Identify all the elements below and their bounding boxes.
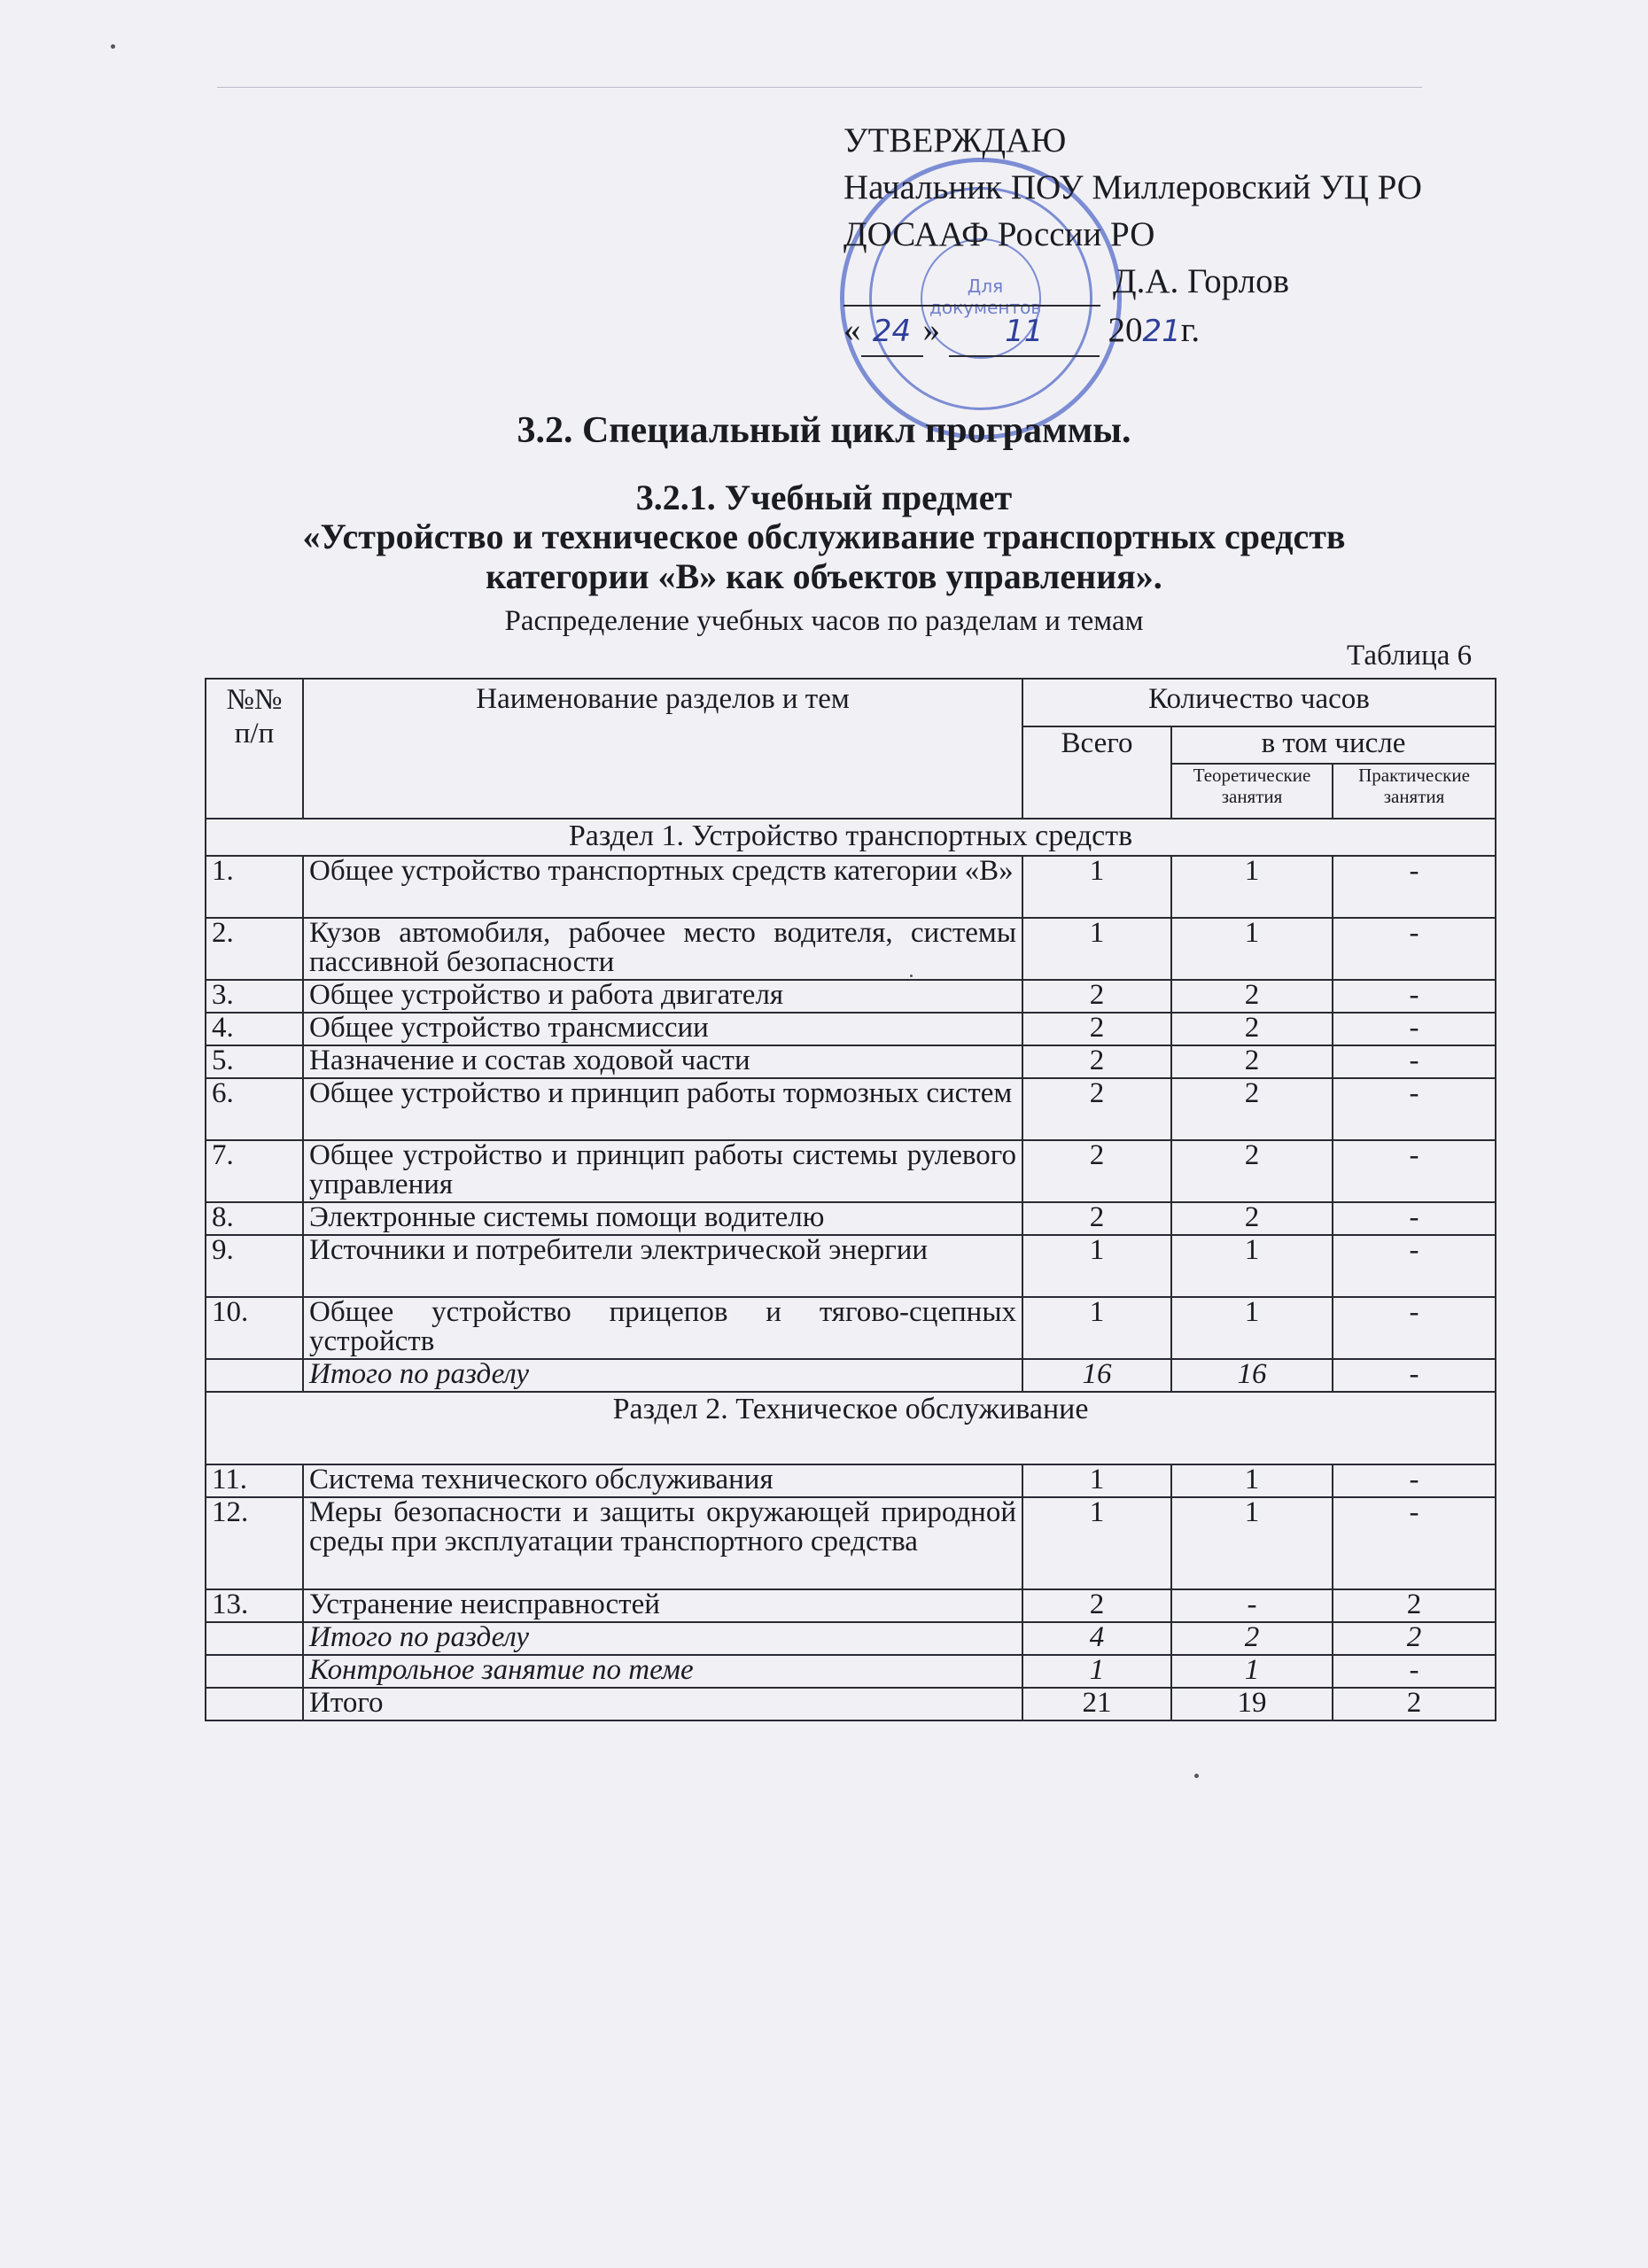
- row-number: 3.: [206, 980, 303, 1013]
- date-month: 11: [949, 308, 1100, 357]
- row-theory-hours: 2: [1171, 1045, 1333, 1078]
- section-2-subtotal-row-num: [206, 1622, 303, 1655]
- signature-line: [843, 258, 1100, 307]
- row-practice-hours: -: [1333, 1202, 1496, 1235]
- section-1-subtotal-row: [206, 1359, 1496, 1392]
- control-lesson-row-practice: -: [1333, 1655, 1496, 1688]
- row-practice-hours: -: [1333, 1078, 1496, 1140]
- row-theory-hours: 2: [1171, 1140, 1333, 1202]
- row-topic-name: Общее устройство и принцип работы тормозных систем: [303, 1078, 1022, 1140]
- row-theory-hours: 1: [1171, 1497, 1333, 1589]
- row-practice-hours: -: [1333, 918, 1496, 980]
- row-total-hours: 2: [1022, 980, 1171, 1013]
- row-total-hours: 1: [1022, 1235, 1171, 1297]
- control-lesson-row: [206, 1655, 1496, 1688]
- row-number: 10.: [206, 1297, 303, 1359]
- approval-organization: ДОСААФ России РО: [843, 215, 1155, 253]
- row-topic-name: Назначение и состав ходовой части: [303, 1045, 1022, 1078]
- header-total: Всего: [1022, 726, 1171, 819]
- row-theory-hours: 2: [1171, 980, 1333, 1013]
- section-heading: 3.2. Специальный цикл программы.: [517, 410, 1131, 451]
- table-row: [206, 1202, 1496, 1235]
- control-lesson-row-total: 1: [1022, 1655, 1171, 1688]
- row-topic-name: Кузов автомобиля, рабочее место водителя, системы пассивной безопасности: [303, 918, 1022, 980]
- section-1-subtotal-row-practice: -: [1333, 1359, 1496, 1392]
- row-practice-hours: 2: [1333, 1589, 1496, 1622]
- row-total-hours: 1: [1022, 918, 1171, 980]
- row-number: 5.: [206, 1045, 303, 1078]
- grand-total-row-total: 21: [1022, 1688, 1171, 1720]
- row-theory-hours: 1: [1171, 1297, 1333, 1359]
- table-row: [206, 1045, 1496, 1078]
- date-day: 24: [861, 308, 923, 357]
- row-number: 9.: [206, 1235, 303, 1297]
- section-1-row: [206, 819, 1496, 856]
- hours-distribution-table: [205, 678, 1496, 1721]
- scan-speck: [1194, 1774, 1199, 1778]
- row-number: 7.: [206, 1140, 303, 1202]
- section-2-row-title: Раздел 2. Техническое обслуживание: [206, 1392, 1496, 1464]
- row-number: 4.: [206, 1013, 303, 1045]
- table-row: [206, 856, 1496, 918]
- row-topic-name: Источники и потребители электрической энергии: [303, 1235, 1022, 1297]
- row-number: 12.: [206, 1497, 303, 1589]
- row-number: 8.: [206, 1202, 303, 1235]
- section-2-subtotal-row-theory: 2: [1171, 1622, 1333, 1655]
- row-topic-name: Общее устройство и работа двигателя: [303, 980, 1022, 1013]
- row-number: 13.: [206, 1589, 303, 1622]
- row-theory-hours: 1: [1171, 856, 1333, 918]
- row-theory-hours: 2: [1171, 1078, 1333, 1140]
- approval-signer: Д.А. Горлов: [1113, 262, 1289, 300]
- row-total-hours: 2: [1022, 1045, 1171, 1078]
- table-row: [206, 1497, 1496, 1589]
- table-row: [206, 1140, 1496, 1202]
- row-practice-hours: -: [1333, 1013, 1496, 1045]
- subject-heading-line-1: 3.2.1. Учебный предмет: [635, 478, 1013, 517]
- row-practice-hours: -: [1333, 1235, 1496, 1297]
- table-row: [206, 1589, 1496, 1622]
- table-row: [206, 1297, 1496, 1359]
- row-total-hours: 2: [1022, 1013, 1171, 1045]
- control-lesson-row-num: [206, 1655, 303, 1688]
- header-hours: Количество часов: [1022, 679, 1496, 726]
- row-practice-hours: -: [1333, 1297, 1496, 1359]
- row-topic-name: Электронные системы помощи водителю: [303, 1202, 1022, 1235]
- row-total-hours: 1: [1022, 856, 1171, 918]
- date-year-suffix: 21: [1142, 314, 1181, 349]
- row-total-hours: 2: [1022, 1078, 1171, 1140]
- header-name: Наименование разделов и тем: [303, 679, 1022, 819]
- section-2-subtotal-row-practice: 2: [1333, 1622, 1496, 1655]
- section-1-subtotal-row-label: Итого по разделу: [303, 1359, 1022, 1392]
- row-practice-hours: -: [1333, 980, 1496, 1013]
- grand-total-row: [206, 1688, 1496, 1720]
- date-close-quote: »: [922, 311, 940, 349]
- row-topic-name: Общее устройство трансмиссии: [303, 1013, 1022, 1045]
- approval-title: УТВЕРЖДАЮ: [843, 121, 1067, 159]
- row-practice-hours: -: [1333, 856, 1496, 918]
- header-theory: Теоретические занятия: [1171, 764, 1333, 819]
- row-practice-hours: -: [1333, 1464, 1496, 1497]
- row-practice-hours: -: [1333, 1045, 1496, 1078]
- date-year-end: г.: [1180, 311, 1201, 349]
- section-2-row: [206, 1392, 1496, 1464]
- section-1-subtotal-row-theory: 16: [1171, 1359, 1333, 1392]
- grand-total-row-num: [206, 1688, 303, 1720]
- row-theory-hours: -: [1171, 1589, 1333, 1622]
- row-theory-hours: 2: [1171, 1202, 1333, 1235]
- section-2-subtotal-row: [206, 1622, 1496, 1655]
- approval-position: Начальник ПОУ Миллеровский УЦ РО: [843, 168, 1422, 206]
- table-row: [206, 1013, 1496, 1045]
- table-row: [206, 1464, 1496, 1497]
- row-number: 2.: [206, 918, 303, 980]
- header-including: в том числе: [1171, 726, 1496, 764]
- row-total-hours: 2: [1022, 1140, 1171, 1202]
- row-total-hours: 2: [1022, 1202, 1171, 1235]
- section-1-subtotal-row-num: [206, 1359, 303, 1392]
- row-topic-name: Общее устройство прицепов и тягово-сцепных устройств: [303, 1297, 1022, 1359]
- header-practice: Практические занятия: [1333, 764, 1496, 819]
- control-lesson-row-label: Контрольное занятие по теме: [303, 1655, 1022, 1688]
- row-topic-name: Система технического обслуживания: [303, 1464, 1022, 1497]
- date-year-prefix: 20: [1108, 311, 1143, 349]
- grand-total-row-label: Итого: [303, 1688, 1022, 1720]
- row-topic-name: Общее устройство транспортных средств категории «В»: [303, 856, 1022, 918]
- table-subtitle: Распределение учебных часов по разделам и темам: [504, 605, 1144, 637]
- subject-heading-line-2: «Устройство и техническое обслуживание транспортных средств: [302, 517, 1346, 556]
- row-theory-hours: 1: [1171, 1464, 1333, 1497]
- table-number: Таблица 6: [1347, 640, 1473, 672]
- table-row: [206, 918, 1496, 980]
- section-2-subtotal-row-label: Итого по разделу: [303, 1622, 1022, 1655]
- grand-total-row-theory: 19: [1171, 1688, 1333, 1720]
- section-1-subtotal-row-total: 16: [1022, 1359, 1171, 1392]
- row-topic-name: Общее устройство и принцип работы системы рулевого управления: [303, 1140, 1022, 1202]
- approval-block: [843, 117, 1422, 357]
- row-theory-hours: 1: [1171, 918, 1333, 980]
- stamp-center-text-1: Для: [967, 276, 1004, 297]
- row-total-hours: 1: [1022, 1297, 1171, 1359]
- row-topic-name: Меры безопасности и защиты окружающей природной среды при эксплуатации транспортного средства: [303, 1497, 1022, 1589]
- row-practice-hours: -: [1333, 1140, 1496, 1202]
- approval-date: [843, 307, 1422, 357]
- section-1-row-title: Раздел 1. Устройство транспортных средств: [206, 819, 1496, 856]
- table-header-row-1: [206, 679, 1496, 726]
- subject-heading-line-3: категории «В» как объектов управления».: [486, 556, 1162, 596]
- date-open-quote: «: [843, 311, 861, 349]
- stamp-center-text-2: документов: [929, 297, 1042, 318]
- row-practice-hours: -: [1333, 1497, 1496, 1589]
- table-row: [206, 1078, 1496, 1140]
- row-number: 1.: [206, 856, 303, 918]
- control-lesson-row-theory: 1: [1171, 1655, 1333, 1688]
- row-total-hours: 2: [1022, 1589, 1171, 1622]
- table-row: [206, 980, 1496, 1013]
- row-number: 6.: [206, 1078, 303, 1140]
- table-row: [206, 1235, 1496, 1297]
- header-num: №№ п/п: [206, 679, 303, 819]
- row-total-hours: 1: [1022, 1497, 1171, 1589]
- grand-total-row-practice: 2: [1333, 1688, 1496, 1720]
- page-top-edge-line: [217, 87, 1422, 88]
- row-theory-hours: 2: [1171, 1013, 1333, 1045]
- section-2-subtotal-row-total: 4: [1022, 1622, 1171, 1655]
- row-total-hours: 1: [1022, 1464, 1171, 1497]
- row-number: 11.: [206, 1464, 303, 1497]
- scan-speck: [910, 975, 913, 977]
- row-topic-name: Устранение неисправностей: [303, 1589, 1022, 1622]
- approval-signature-row: [843, 258, 1422, 307]
- row-theory-hours: 1: [1171, 1235, 1333, 1297]
- scan-speck: [111, 44, 115, 49]
